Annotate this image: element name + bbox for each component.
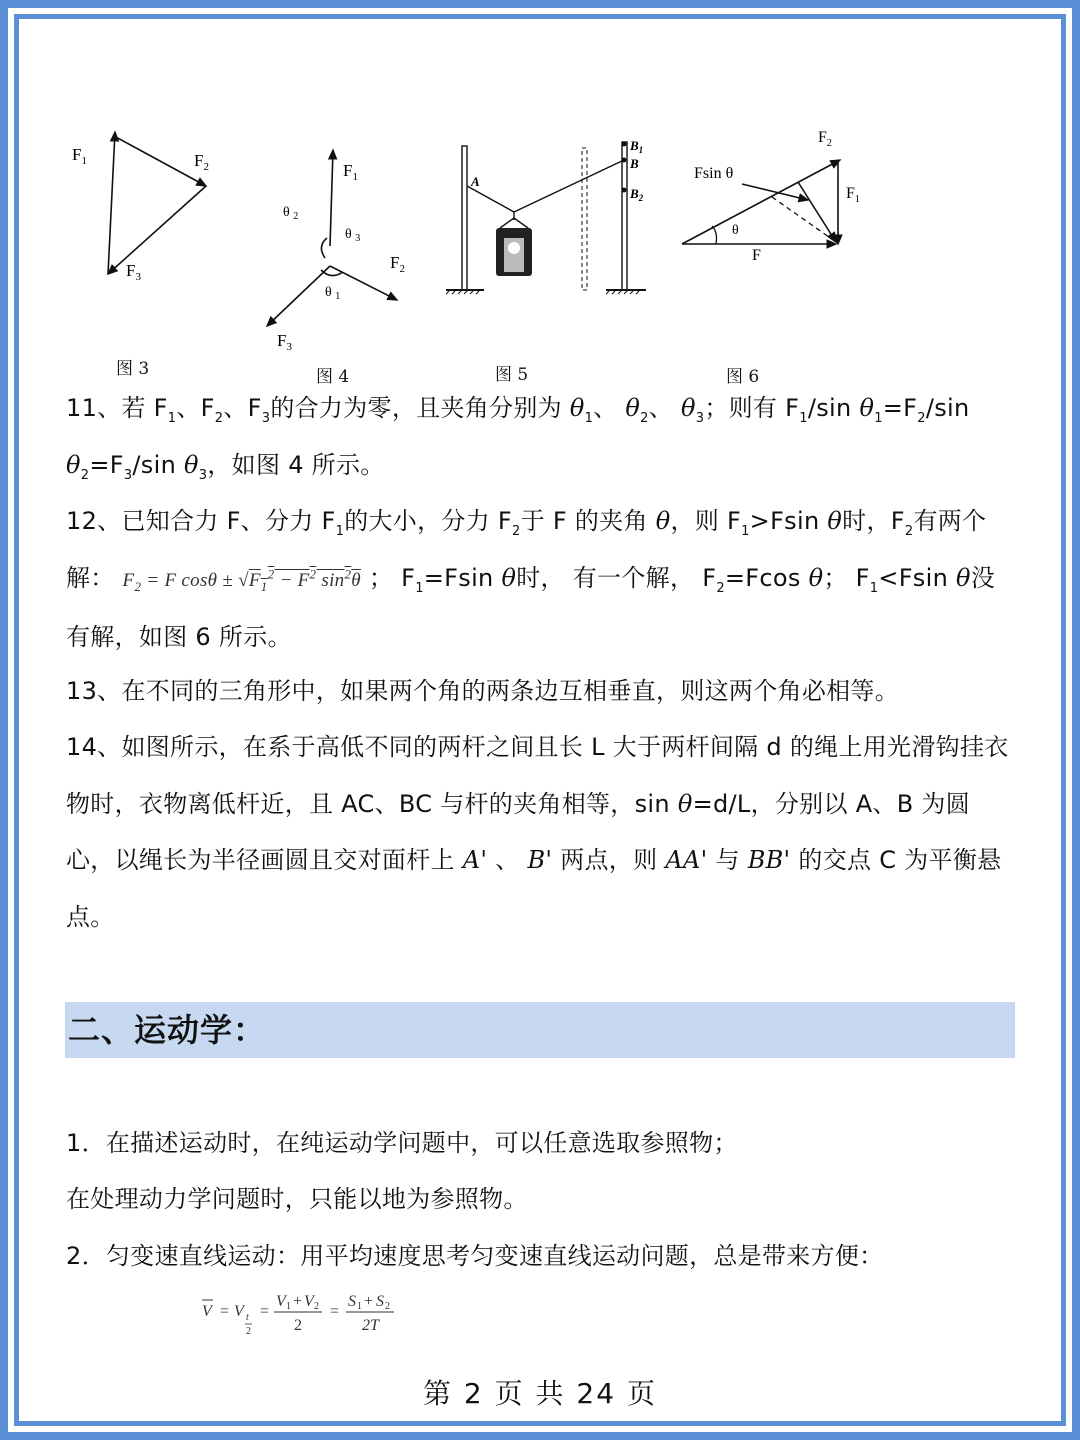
svg-text:V: V bbox=[304, 1293, 314, 1310]
svg-text:S: S bbox=[348, 1293, 356, 1310]
fig3-caption: 图 3 bbox=[116, 359, 150, 379]
svg-text:2: 2 bbox=[246, 1326, 251, 1337]
kinematics-item-1a: 1．在描述运动时，在纯运动学问题中，可以任意选取参照物； bbox=[66, 1129, 738, 1157]
fig6-caption: 图 6 bbox=[726, 367, 760, 387]
figure-4 bbox=[255, 120, 435, 360]
fig4-label-f2: $F_2$ bbox=[390, 253, 405, 275]
fig6-label-f2: $F_2$ bbox=[818, 129, 832, 149]
item-13: 13、在不同的三角形中，如果两个角的两条边互相垂直，则这两个角必相等。 bbox=[66, 677, 900, 705]
svg-text:=: = bbox=[330, 1303, 340, 1320]
kinematics-item-1b: 在处理动力学问题时，只能以地为参照物。 bbox=[66, 1185, 528, 1213]
svg-text:2: 2 bbox=[385, 1301, 390, 1312]
item-14: 14、如图所示，在系于高低不同的两杆之间且长 L 大于两杆间隔 d 的绳上用光滑钩挂衣物时，衣物离低杆近，且 AC、BC 与杆的夹角相等，sin θ=d/L，分别以 A、B 为圆心，以绳长为半径画圆且交对面杆上 A' 、 B' 两点，则 AA' 与 BB' 的交点 C 为平衡悬点。 bbox=[66, 733, 1009, 931]
svg-text:V: V bbox=[276, 1293, 286, 1310]
svg-text:V: V bbox=[202, 1303, 212, 1320]
svg-text:2: 2 bbox=[314, 1301, 319, 1312]
svg-text:=: = bbox=[260, 1303, 270, 1320]
section-title: 二、运动学： bbox=[68, 1011, 267, 1049]
fig5-caption: 图 5 bbox=[495, 365, 529, 385]
figure-6 bbox=[676, 120, 896, 280]
fig4-caption: 图 4 bbox=[316, 367, 350, 387]
figure-5 bbox=[440, 120, 670, 320]
fig3-label-f2: $F_2$ bbox=[194, 151, 209, 173]
fig6-label-theta: θ bbox=[732, 223, 739, 238]
fig5-label-a: A bbox=[471, 174, 480, 189]
fig6-label-fsin: Fsin θ bbox=[694, 165, 734, 182]
fig4-label-f3: $F_3$ bbox=[277, 331, 292, 353]
fig3-label-f3: $F_3$ bbox=[126, 261, 141, 283]
fig6-label-f: F bbox=[752, 247, 761, 264]
formula-average-velocity bbox=[198, 1286, 418, 1342]
page-number-footer: 第 2 页 共 24 页 bbox=[423, 1377, 657, 1410]
fig6-label-f1: $F_1$ bbox=[846, 185, 860, 205]
figure-3 bbox=[60, 120, 240, 380]
fig4-label-theta3: θ $_3$ bbox=[345, 227, 361, 244]
svg-text:1: 1 bbox=[286, 1301, 291, 1312]
svg-text:2: 2 bbox=[294, 1317, 302, 1334]
fig4-label-theta1: θ $_1$ bbox=[325, 285, 341, 302]
svg-text:S: S bbox=[376, 1293, 384, 1310]
fig5-label-b2: $B_2$ bbox=[630, 186, 644, 203]
fig4-label-theta2: θ $_2$ bbox=[283, 205, 299, 222]
figures-row bbox=[60, 120, 1020, 390]
fig5-label-b: B bbox=[630, 156, 639, 171]
svg-text:2T: 2T bbox=[362, 1317, 379, 1334]
fig3-label-f1: $F_1$ bbox=[72, 145, 87, 167]
svg-text:+: + bbox=[293, 1293, 303, 1310]
formula-f2-two-solutions: $F_2 = F$ $\cos\theta \pm √F_1^2 - F^2$ $\sin^2\theta$ bbox=[122, 566, 361, 594]
kinematics-item-2: 2．匀变速直线运动：用平均速度思考匀变速直线运动问题，总是带来方便： bbox=[66, 1242, 884, 1270]
svg-text:=: = bbox=[220, 1303, 230, 1320]
item-12: 12、已知合力 F、分力 $F_1$的大小，分力 $F_2$于 F 的夹角 θ，则 $F_1>Fsin$ θ时，$F_2$有两个解： $F_2 = F$ $\cos\theta \pm √F_1^2 - F^2$ $\sin^2\theta$ ； $F_1=Fsin$ θ时， 有一个解， $F_2=Fcos$ θ； $F_1<Fsin$ θ没有解，如图 6 所示。 bbox=[66, 507, 996, 651]
svg-text:+: + bbox=[364, 1293, 374, 1310]
fig4-label-f1: $F_1$ bbox=[343, 161, 358, 183]
svg-text:1: 1 bbox=[357, 1301, 362, 1312]
item-11: 11、若 $F_1$、$F_2$、$F_3$的合力为零，且夹角分别为 $\theta_1$、 $\theta_2$、 $\theta_3$；则有 $F_1/\sin$ $\theta_1=F_2/\sin$ $\theta_2=F_3/\sin$ $\theta_3$，如图 4 所示。 bbox=[66, 394, 970, 483]
svg-text:V: V bbox=[234, 1303, 244, 1320]
svg-text:t: t bbox=[246, 1312, 249, 1323]
fig5-label-b1: $B_1$ bbox=[630, 138, 644, 155]
